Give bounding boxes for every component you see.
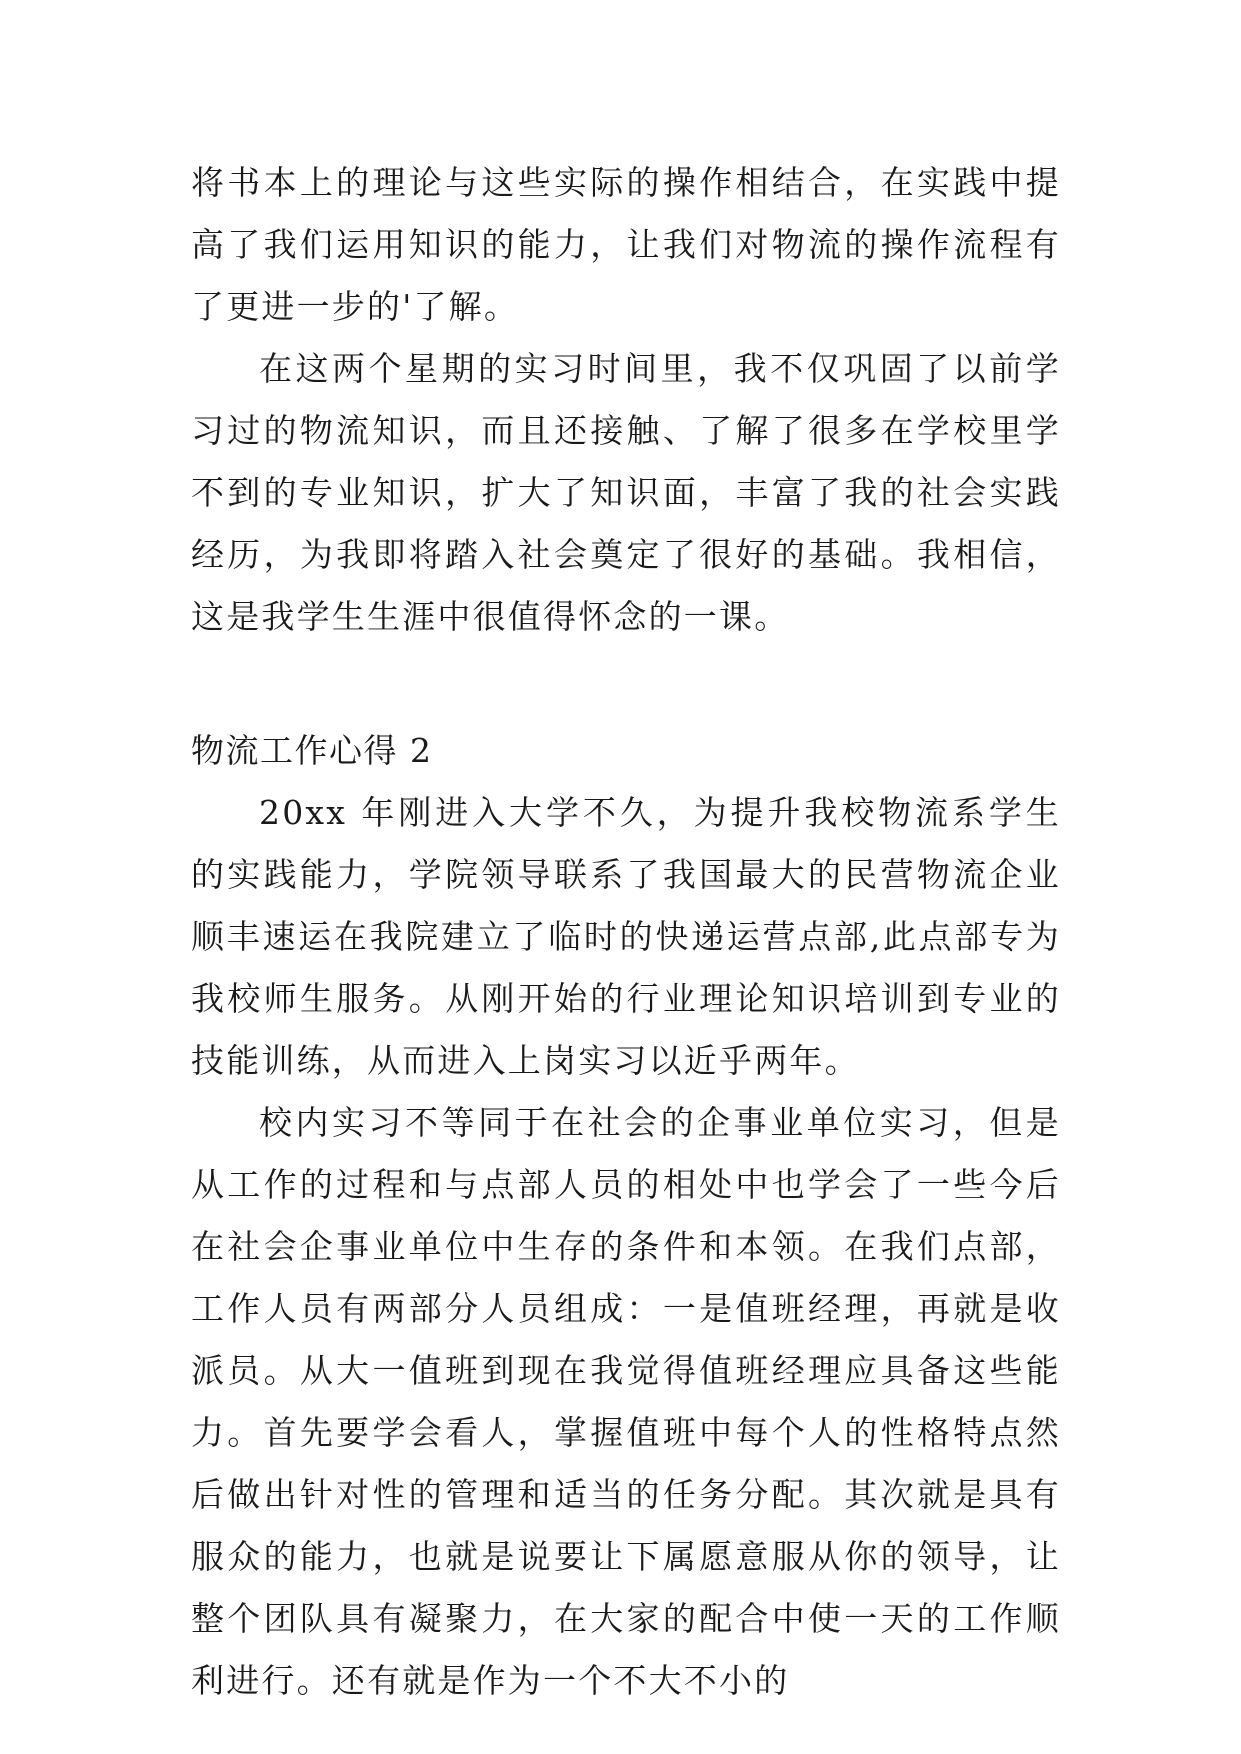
paragraph-continuation: 将书本上的理论与这些实际的操作相结合，在实践中提高了我们运用知识的能力，让我们对物流的操作流程有了更进一步的'了解。: [191, 163, 1061, 326]
paragraph-duty-manager: 校内实习不等同于在社会的企事业单位实习，但是从工作的过程和与点部人员的相处中也学会了一些今后在社会企事业单位中生存的条件和本领。在我们点部，工作人员有两部分人员组成：一是值班经理，再就是收派员。从大一值班到现在我觉得值班经理应具备这些能力。首先要学会看人，掌握值班中每个人的性格特点然后做出针对性的管理和适当的任务分配。其次就是具有服众的能力，也就是说要让下属愿意服从你的领导，让整个团队具有凝聚力，在大家的配合中使一天的工作顺利进行。还有就是作为一个不大不小的: [191, 1103, 1061, 1700]
paragraph-intro: 20xx 年刚进入大学不久，为提升我校物流系学生的实践能力，学院领导联系了我国最大的民营物流企业顺丰速运在我院建立了临时的快递运营点部,此点部专为我校师生服务。从刚开始的行业理论知识培训到专业的技能训练，从而进入上岗实习以近乎两年。: [191, 793, 1061, 1080]
section-heading: 物流工作心得 2: [191, 731, 433, 770]
paragraph-internship-summary: 在这两个星期的实习时间里，我不仅巩固了以前学习过的物流知识，而且还接触、了解了很多在学校里学不到的专业知识，扩大了知识面，丰富了我的社会实践经历，为我即将踏入社会奠定了很好的基础。我相信，这是我学生生涯中很值得怀念的一课。: [191, 349, 1061, 636]
document-body: [191, 152, 1061, 1712]
